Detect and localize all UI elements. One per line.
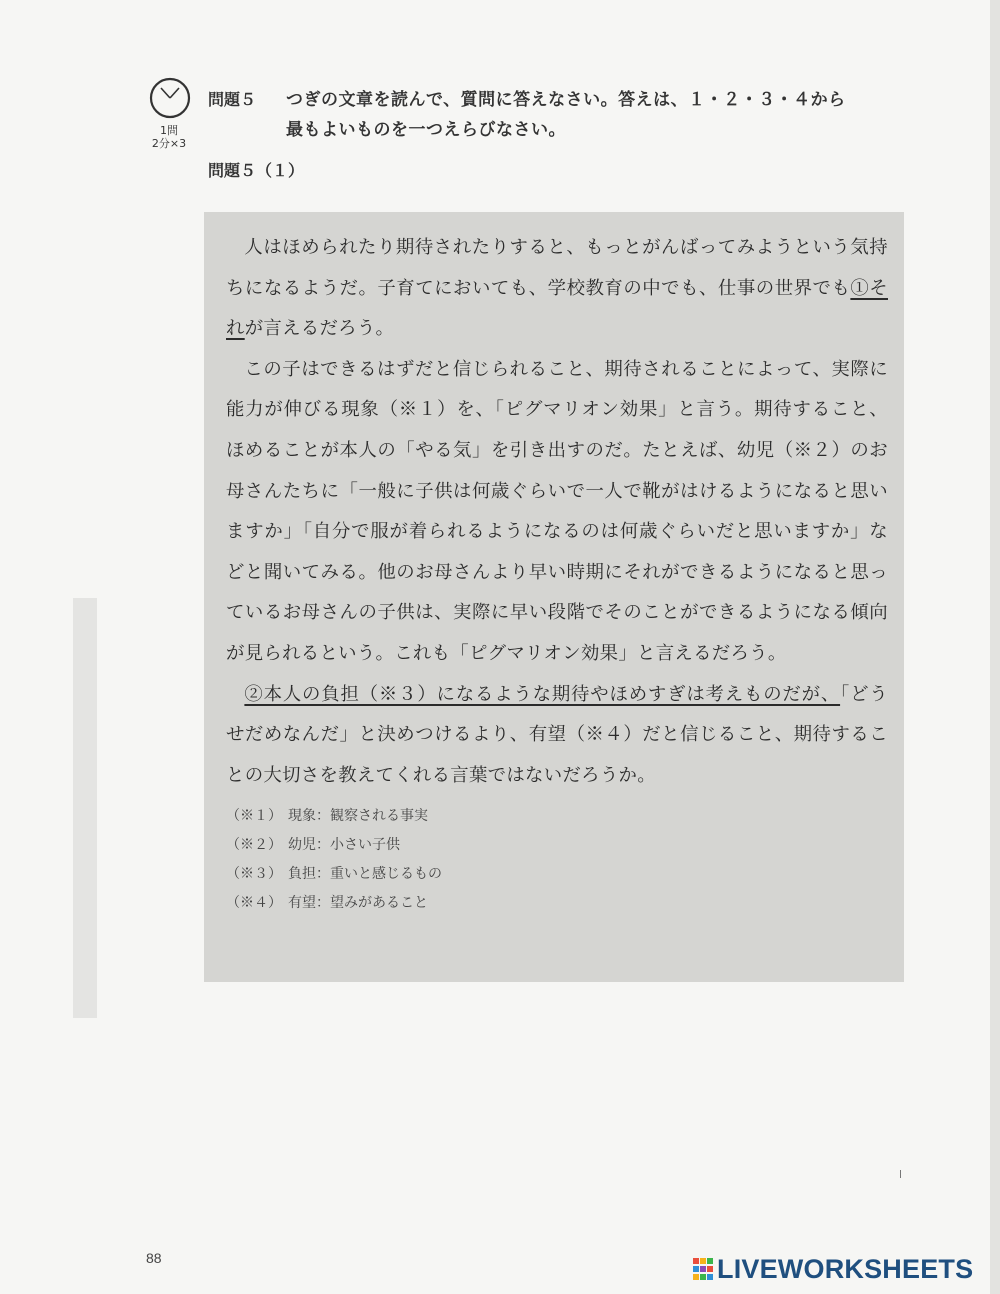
- sub-title: 問題５（１）: [208, 161, 305, 180]
- footnote: （※４） 有望：望みがあること: [226, 895, 428, 912]
- paragraph-1: 人はほめられたり期待されたりすると、もっとがんばってみようという気持ちになるようだ。子育てにおいても、学校教育の中でも、仕事の世界でも①それが言えるだろう。: [226, 237, 888, 340]
- time-allowance: 1問 2分×3: [151, 124, 187, 150]
- footnote: （※２） 幼児：小さい子供: [226, 837, 400, 854]
- reading-passage: [204, 212, 904, 982]
- brand-logo: [693, 1254, 973, 1284]
- page-number: 88: [146, 1250, 162, 1266]
- footnote: （※１） 現象：観察される事実: [226, 808, 428, 825]
- footnotes: [226, 802, 888, 918]
- underline-2: ②本人の負担（※３）になるような期待やほめすぎは考えものだが、: [244, 683, 841, 705]
- instruction-line-1: つぎの文章を読んで、質問に答えなさい。答えは、１・２・３・４から: [286, 90, 846, 110]
- problem-label: 問題５: [208, 90, 257, 109]
- scan-mark: [900, 1170, 901, 1178]
- brand-name: LIVEWORKSHEETS: [717, 1254, 974, 1284]
- page-edge: [990, 0, 1000, 1294]
- underline-1: ①それ: [226, 277, 888, 340]
- paragraph-2: この子はできるはずだと信じられること、期待されることによって、実際に能力が伸びる現象（※１）を、「ピグマリオン効果」と言う。期待すること、ほめることが本人の「やる気」を引き出すのだ。たとえば、幼児（※２）のお母さんたちに「一般に子供は何歳ぐらいで一人で靴がはけるようになると思いますか」「自分で服が着られるようになるのは何歳ぐらいだと思いますか」などと聞いてみる。他のお母さんより早い時期にそれができるようになると思っているお母さんの子供は、実際に早い段階でそのことができるようになる傾向が見られるという。これも「ピグマリオン効果」と言えるだろう。: [226, 358, 888, 664]
- clock-icon: [148, 76, 192, 120]
- footnote: （※３） 負担：重いと感じるもの: [226, 866, 442, 883]
- problem-instruction: [286, 85, 926, 145]
- side-tab: [73, 598, 97, 1018]
- liveworksheets-logo-icon: [693, 1258, 713, 1280]
- instruction-line-2: 最もよいものを一つえらびなさい。: [286, 120, 566, 140]
- paragraph-3: ②本人の負担（※３）になるような期待やほめすぎは考えものだが、「どうせだめなんだ」と決めつけるより、有望（※４）だと信じること、期待することの大切さを教えてくれる言葉ではないだろうか。: [226, 683, 888, 786]
